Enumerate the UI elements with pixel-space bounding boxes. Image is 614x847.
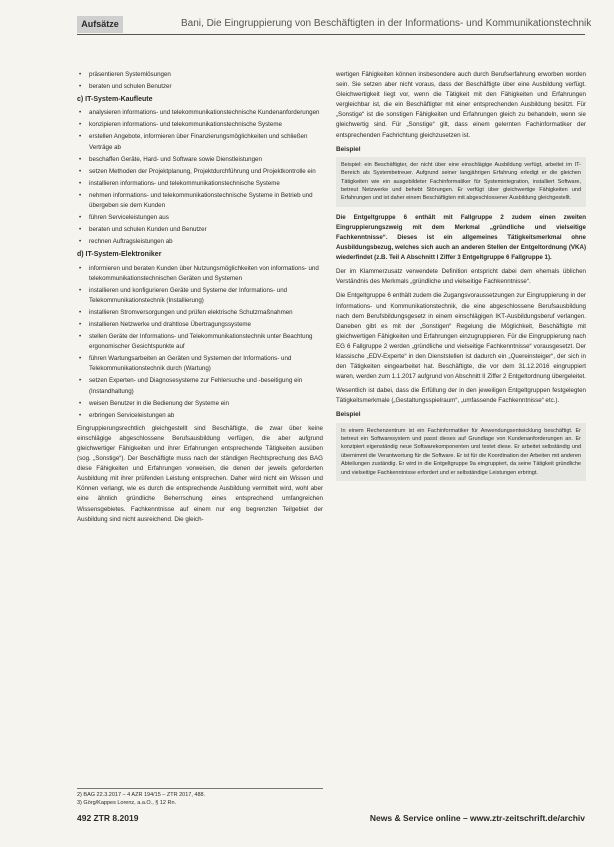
list-item: • analysieren informations- und telekommunikationstechnische Kundenanforderungen <box>77 108 323 118</box>
list-item: • konzipieren informations- und telekommunikationstechnische Systeme <box>77 120 323 130</box>
body-paragraph: Eingruppierungsrechtlich gleichgestellt sind Beschäftigte, die zwar über keine einschlägige abgeschlossene Berufsausbildung verfügen, die aber aufgrund gleichwertiger Fähigkeiten und ihrer Erfahrungen entsprechende Tätigkeiten ausüben (sog. „Sonstige“). Der Beschäftigte muss nach der ständigen Rechtsprechung des BAG diese Fähigkeiten und Erfahrungen vorweisen, die denen der jeweils geforderten Ausbildung mit ihrer prüfenden Leistung entsprechen. Daher wird nicht ein Wissen und Können verlangt, wie es durch die entsprechende Ausbildung vermittelt wird, wohl aber eine ähnlich gründliche Beherrschung eines entsprechend umfangreichen Wissensgebietes. Fachkenntnisse auf einem nur eng begrenzten Teilgebiet der Ausbildung sind nicht ausreichend. Die gleich- <box>77 424 323 523</box>
list-item: • setzen Experten- und Diagnosesysteme zur Fehlersuche und -beseitigung ein (Instandhaltung) <box>77 376 323 396</box>
list-item: • informieren und beraten Kunden über Nutzungsmöglichkeiten von informations- und telekommunikationstechnischen Geräten und Systemen <box>77 264 323 284</box>
section-c-list <box>77 108 323 247</box>
body-paragraph: Die Entgeltgruppe 6 enthält zudem die Zugangsvoraussetzungen zur Eingruppierung in der Informations- und Kommunikationstechnik, die eine abgeschlossene Berufsausbildung nach dem Berufsbildungsgesetz in einem einschlägigen IKT-Ausbildungsberuf verlangen. Daneben gibt es mit der „Sonstigen“ Regelung die Möglichkeit, Beschäftigte mit gleichwertigen Fähigkeiten und Erfahrungen einzugruppieren. Für die Eingruppierung nach EG 6 Fallgruppe 2 werden „gründliche und vielseitige Fachkenntnisse“ vorausgesetzt. Der klassische „EDV-Experte“ in den Dienststellen ist dadurch ein „Quereinsteiger“, der sich in den Tätigkeiten eingearbeitet hat. Beschäftigte, die vor dem 31.12.2016 eingruppiert waren, werden zum 1.1.2017 aufgrund von Abschnitt II Ziffer 2 Entgeltordnung übergeleitet. <box>336 292 586 381</box>
list-item: • installieren Stromversorgungen und prüfen elektrische Schutzmaßnahmen <box>77 308 323 318</box>
page-number: 492 ZTR 8.2019 <box>77 813 139 823</box>
list-item: • installieren Netzwerke und drahtlose Übertragungssysteme <box>77 320 323 330</box>
section-heading: c) IT-System-Kaufleute <box>77 96 153 104</box>
header-rule <box>77 34 585 35</box>
footer-link[interactable]: News & Service online – www.ztr-zeitschrift.de/archiv <box>369 813 585 823</box>
list-item: • setzen Methoden der Projektplanung, Projektdurchführung und Projektkontrolle ein <box>77 167 323 177</box>
body-paragraph: wertigen Fähigkeiten können insbesondere auch durch Berufserfahrung erworben worden sein. Sie setzen aber nicht voraus, dass der Beschäftigte über eine Ausbildung verfügt. Gleichwertigkeit liegt vor, wenn die Tätigkeit mit den Fähigkeiten und Erfahrungen vergleichbar ist, die ein Beschäftigter mit einer entsprechenden Ausbildung besitzt. Für „Sonstige“ ist die sonstigen Fähigkeiten und Erfahrungen gleich zu behandeln, wenn sie gleichwertig sind. Für „Sonstige“ gilt, dass einem gelernten Fachinformatiker der entsprechenden Fachrichtung gleichzusetzen ist. <box>336 71 586 139</box>
list-item: • erstellen Angebote, informieren über Finanzierungsmöglichkeiten und schließen Verträge ab <box>77 132 323 152</box>
body-paragraph-bold: Die Entgeltgruppe 6 enthält mit Fallgruppe 2 zudem einen zweiten Eingruppierungszweig mit dem Merkmal „gründliche und vielseitige Fachkenntnisse“. Dieses ist ein allgemeines Tätigkeitsmerkmal ohne Ausbildungsbezug, welches sich auch an anderen Stellen der Entgeltordnung (VKA) wiederfindet (z.B. Teil A Abschnitt I Ziffer 3 Entgeltgruppe 6 Fallgruppe 1). <box>336 213 586 262</box>
list-item: • beraten und schulen Kunden und Benutzer <box>77 225 323 235</box>
running-title: Bani, Die Eingruppierung von Beschäftigten in der Informations- und Kommunikationstechnik <box>181 18 592 29</box>
intro-bullet-list <box>77 70 323 92</box>
section-d-list <box>77 264 323 421</box>
footnote: 2) BAG 22.3.2017 – 4 AZR 194/15 – ZTR 2017, 488. <box>77 792 206 798</box>
body-paragraph: Der im Klammerzusatz verwendete Definition entspricht dabei dem ehemals üblichen Verständnis des Merkmals „gründliche und vielseitige Fachkenntnisse“. <box>336 268 586 286</box>
list-item: • nehmen informations- und telekommunikationstechnische Systeme in Betrieb und übergeben sie dem Kunden <box>77 191 323 211</box>
page-footer <box>77 813 585 825</box>
list-item: • installieren informations- und telekommunikationstechnische Systeme <box>77 179 323 189</box>
list-item: • weisen Benutzer in die Bedienung der Systeme ein <box>77 399 323 409</box>
footnotes <box>77 788 323 807</box>
example-title: Beispiel <box>336 145 361 153</box>
right-column <box>336 70 586 487</box>
list-item: • beraten und schulen Benutzer <box>77 82 323 92</box>
example-title: Beispiel <box>336 411 361 419</box>
list-item: • erbringen Serviceleistungen ab <box>77 411 323 421</box>
page-header <box>77 16 592 34</box>
body-paragraph: Wesentlich ist dabei, dass die Erfüllung der in den jeweiligen Entgeltgruppen festgelegten Tätigkeitsmerkmale („Gestaltungsspielraum“, „umfassende Fachkenntnisse“ etc.). <box>336 387 586 405</box>
list-item: • führen Wartungsarbeiten an Geräten und Systemen der Informations- und Telekommunikationstechnik durch (Wartung) <box>77 354 323 374</box>
section-heading: d) IT-System-Elektroniker <box>77 251 162 259</box>
list-item: • stellen Geräte der Informations- und Telekommunikationstechnik unter Beachtung ergonomischer Gesichtspunkte auf <box>77 332 323 352</box>
example-box: Beispiel: ein Beschäftigter, der nicht über eine einschlägige Ausbildung verfügt, arbeitet im IT-Bereich als Systembetreuer. Aufgrund seiner langjährigen Erfahrung erledigt er die gleichen Tätigkeiten wie ein ausgebildeter Fachinformatiker für Systemintegration, installiert Software, betreut Netzwerke und behebt Störungen. Er verfügt über gleichwertige Fähigkeiten und Erfahrungen und ist daher einem Beschäftigten mit abgeschlossener Ausbildung gleichgestellt. <box>336 157 586 207</box>
list-item: • rechnen Auftragsleistungen ab <box>77 237 323 247</box>
footnote: 3) Görg/Kappes Lorenz, a.a.O., § 12 Rn. <box>77 800 177 806</box>
left-column <box>77 70 323 529</box>
section-tag: Aufsätze <box>77 16 123 33</box>
list-item: • beschaffen Geräte, Hard- und Software sowie Dienstleistungen <box>77 155 323 165</box>
list-item: • installieren und konfigurieren Geräte und Systeme der Informations- und Telekommunikationstechnik (Installierung) <box>77 286 323 306</box>
list-item: • führen Serviceleistungen aus <box>77 213 323 223</box>
example-box: In einem Rechenzentrum ist ein Fachinformatiker für Anwendungsentwicklung beschäftigt. Er betreut ein Softwaresystem und passt dieses auf Grundlage von Kundenanforderungen an. Er konzipiert eigenständig neue Softwarekomponenten und testet diese. Er arbeitet selbständig und übernimmt die Verantwortung für die Software. Er ist für die Koordination der Arbeiten mit anderen Abteilungen zuständig. Er wird in die Entgeltgruppe 9a eingruppiert, da seine Tätigkeit gründliche und vielseitige Fachkenntnisse erfordert und er selbständige Leistungen erbringt. <box>336 423 586 481</box>
list-item: • präsentieren Systemlösungen <box>77 70 323 80</box>
